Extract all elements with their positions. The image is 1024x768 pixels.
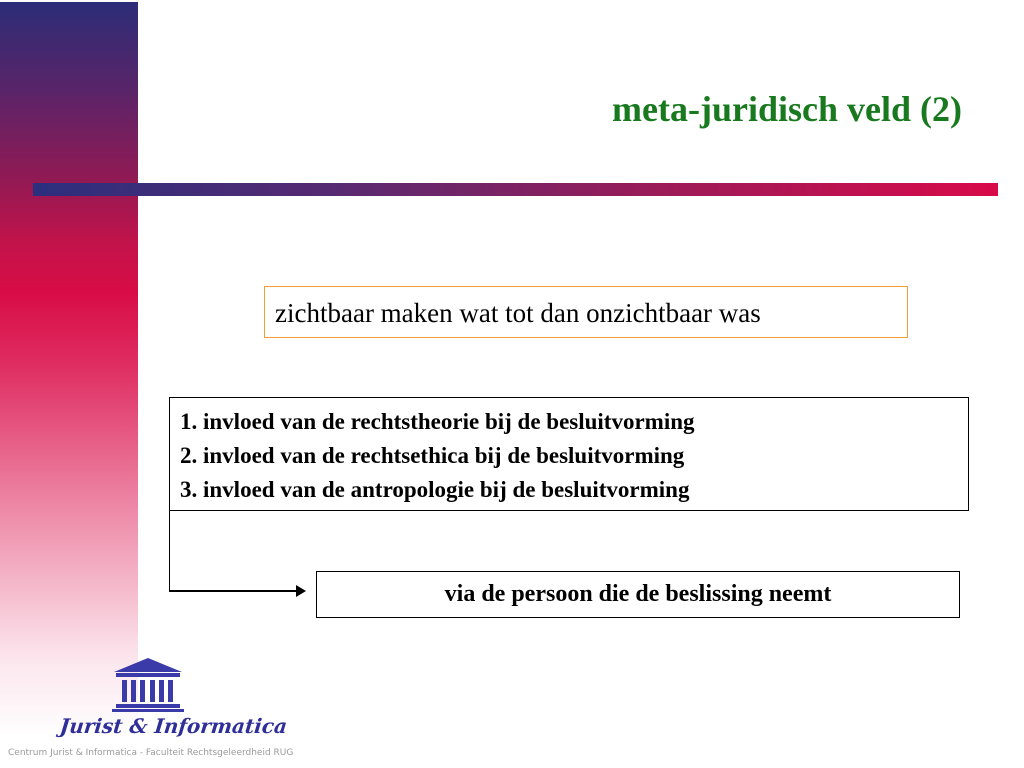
side-gradient-band xyxy=(0,0,138,768)
connector-horizontal-line xyxy=(169,590,297,592)
arrow-right-icon xyxy=(296,585,306,597)
influence-item-3: 3. invloed van de antropologie bij de besluitvorming xyxy=(180,477,690,502)
decision-maker-box: via de persoon die de beslissing neemt xyxy=(316,571,960,618)
influence-list-box xyxy=(169,397,969,511)
slide-title: meta-juridisch veld (2) xyxy=(612,89,962,129)
logo-wordmark: Jurist & Informatica xyxy=(58,714,289,738)
connector-vertical-line xyxy=(169,511,170,591)
title-divider xyxy=(33,183,998,196)
highlight-box: zichtbaar maken wat tot dan onzichtbaar was xyxy=(264,286,908,338)
influence-item-1: 1. invloed van de rechtstheorie bij de besluitvorming xyxy=(180,409,695,434)
influence-item-2: 2. invloed van de rechtsethica bij de besluitvorming xyxy=(180,443,685,468)
temple-icon xyxy=(110,656,186,712)
top-edge xyxy=(0,0,138,2)
footer-text: Centrum Jurist & Informatica - Faculteit Rechtsgeleerdheid RUG xyxy=(8,748,294,758)
